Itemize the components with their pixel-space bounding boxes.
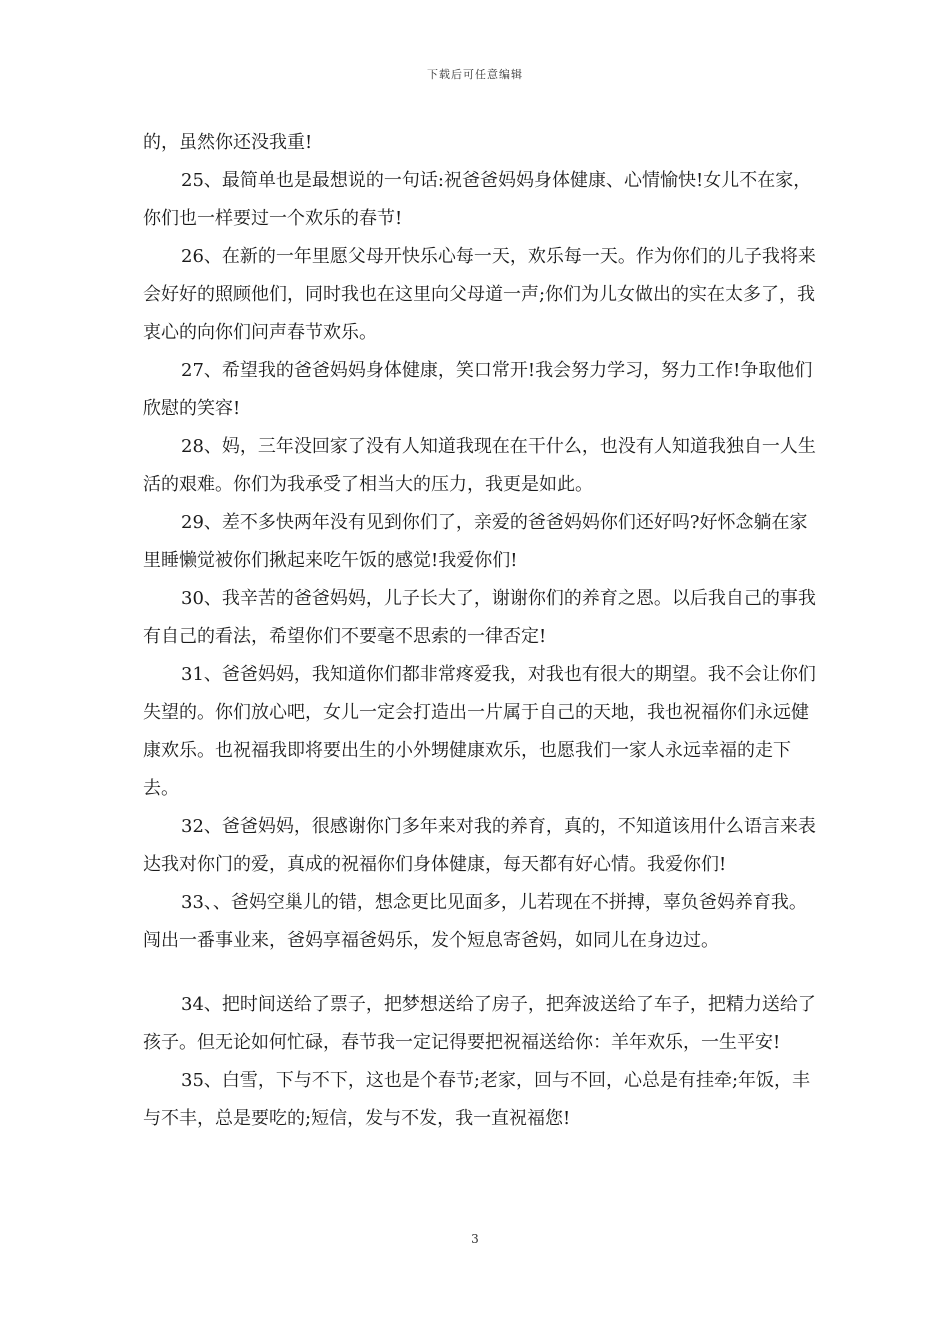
paragraph-29: 29、差不多快两年没有见到你们了，亲爱的爸爸妈妈你们还好吗?好怀念躺在家里睡懒觉被你们揪起来吃午饭的感觉!我爱你们! xyxy=(143,512,808,571)
page-header: 下载后可任意编辑 xyxy=(427,68,523,81)
paragraph-27: 27、希望我的爸爸妈妈身体健康，笑口常开!我会努力学习，努力工作!争取他们欣慰的笑容! xyxy=(143,360,813,419)
paragraph-25: 25、最简单也是最想说的一句话:祝爸爸妈妈身体健康、心情愉快!女儿不在家，你们也一样要过一个欢乐的春节! xyxy=(143,170,812,229)
paragraph-35: 35、白雪，下与不下，这也是个春节;老家，回与不回，心总是有挂牵;年饭，丰与不丰，总是要吃的;短信，发与不发，我一直祝福您! xyxy=(143,1070,811,1129)
document-body xyxy=(143,124,821,1138)
page-number: 3 xyxy=(471,1232,479,1246)
paragraph-31: 31、爸爸妈妈，我知道你们都非常疼爱我，对我也有很大的期望。我不会让你们失望的。你们放心吧，女儿一定会打造出一片属于自己的天地，我也祝福你们永远健康欢乐。也祝福我即将要出生的小外甥健康欢乐，也愿我们一家人永远幸福的走下去。 xyxy=(143,664,816,799)
paragraph-26: 26、在新的一年里愿父母开快乐心每一天，欢乐每一天。作为你们的儿子我将来会好好的照顾他们，同时我也在这里向父母道一声;你们为儿女做出的实在太多了，我衷心的向你们问声春节欢乐。 xyxy=(143,246,816,343)
paragraph-34: 34、把时间送给了票子，把梦想送给了房子，把奔波送给了车子，把精力送给了孩子。但无论如何忙碌，春节我一定记得要把祝福送给你：羊年欢乐，一生平安! xyxy=(143,994,816,1053)
paragraph-continued: 的，虽然你还没我重! xyxy=(143,132,313,153)
paragraph-32: 32、爸爸妈妈，很感谢你门多年来对我的养育，真的，不知道该用什么语言来表达我对你门的爱，真成的祝福你们身体健康，每天都有好心情。我爱你们! xyxy=(143,816,816,875)
paragraph-33: 33、、爸妈空巢儿的错，想念更比见面多，儿若现在不拼搏，辜负爸妈养育我。闯出一番事业来，爸妈享福爸妈乐，发个短息寄爸妈，如同儿在身边过。 xyxy=(143,892,807,951)
paragraph-30: 30、我辛苦的爸爸妈妈，儿子长大了，谢谢你们的养育之恩。以后我自己的事我有自己的看法，希望你们不要毫不思索的一律否定! xyxy=(143,588,816,647)
paragraph-28: 28、妈，三年没回家了没有人知道我现在在干什么，也没有人知道我独自一人生活的艰难。你们为我承受了相当大的压力，我更是如此。 xyxy=(143,436,816,495)
